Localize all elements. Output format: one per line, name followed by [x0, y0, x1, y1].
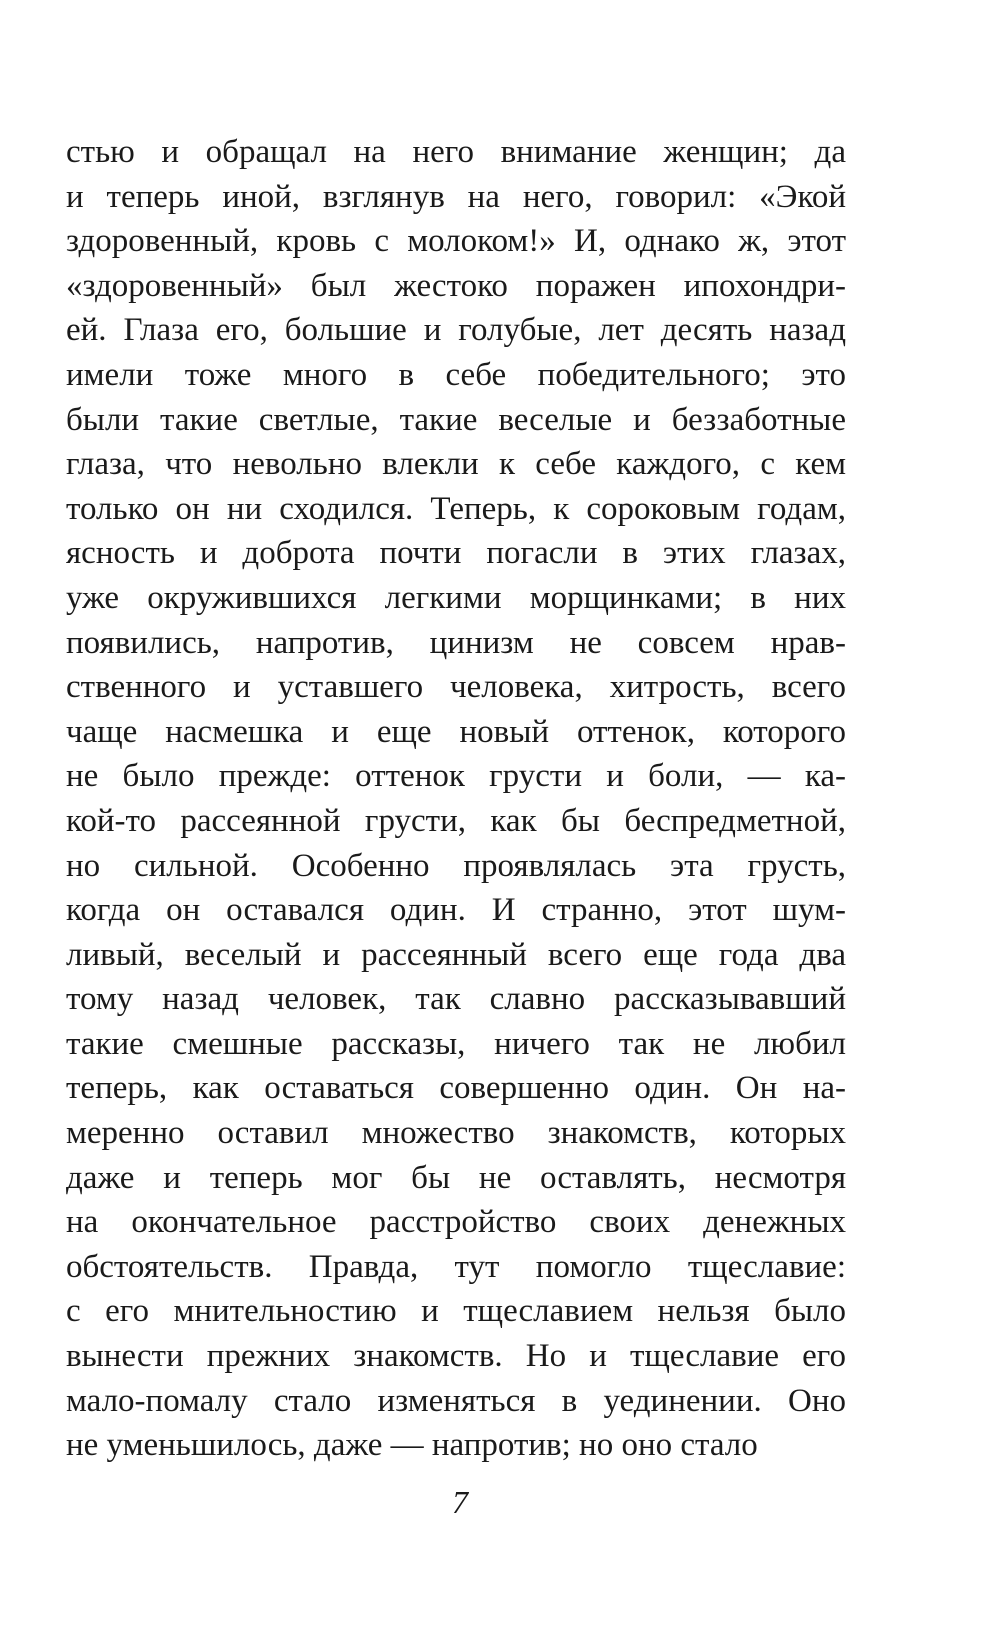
text-line: мало-помалу стало изменяться в уединении. Оно [66, 1382, 846, 1419]
text-line: с его мнительностию и тщеславием нельзя было [66, 1293, 846, 1330]
text-line: ственного и уставшего человека, хитрость, всего [66, 669, 846, 706]
text-line: не было прежде: оттенок грусти и боли, — ка- [66, 758, 846, 795]
text-line: уже окружившихся легкими морщинками; в них [66, 579, 846, 616]
text-line: такие смешные рассказы, ничего так не любил [66, 1025, 846, 1062]
text-line: чаще насмешка и еще новый оттенок, которого [66, 713, 846, 750]
text-line: на окончательное расстройство своих денежных [66, 1204, 846, 1241]
text-line: только он ни сходился. Теперь, к сороковым годам, [66, 490, 846, 527]
text-line: и теперь иной, взглянув на него, говорил: «Экой [66, 178, 846, 215]
text-line: кой-то рассеянной грусти, как бы беспредметной, [66, 802, 846, 839]
text-line: имели тоже много в себе победительного; это [66, 356, 846, 393]
text-line: но сильной. Особенно проявлялась эта грусть, [66, 847, 846, 884]
text-line: тому назад человек, так славно рассказывавший [66, 981, 846, 1018]
text-line: когда он оставался один. И странно, этот шум- [66, 892, 846, 929]
text-line: глаза, что невольно влекли к себе каждого, с кем [66, 446, 846, 483]
text-line: ей. Глаза его, большие и голубые, лет десять назад [66, 312, 846, 349]
text-line: «здоровенный» был жестоко поражен ипохондри- [66, 267, 846, 304]
text-line: теперь, как оставаться совершенно один. Он на- [66, 1070, 846, 1107]
text-line: обстоятельств. Правда, тут помогло тщеславие: [66, 1248, 846, 1285]
text-line: ясность и доброта почти погасли в этих глазах, [66, 535, 846, 572]
text-line: не уменьшилось, даже — напротив; но оно стало [66, 1427, 758, 1464]
text-line: были такие светлые, такие веселые и беззаботные [66, 401, 846, 438]
text-line: стью и обращал на него внимание женщин; да [66, 134, 846, 170]
text-line: вынести прежних знакомств. Но и тщеславие его [66, 1338, 846, 1375]
text-line: здоровенный, кровь с молоком!» И, однако ж, этот [66, 223, 846, 260]
text-line: ливый, веселый и рассеянный всего еще года два [66, 936, 846, 973]
text-line: меренно оставил множество знакомств, которых [66, 1115, 846, 1152]
text-line: появились, напротив, цинизм не совсем нрав- [66, 624, 846, 661]
body-text [66, 130, 846, 1468]
text-line: даже и теперь мог бы не оставлять, несмотря [66, 1159, 846, 1196]
page-number: 7 [452, 1484, 468, 1520]
